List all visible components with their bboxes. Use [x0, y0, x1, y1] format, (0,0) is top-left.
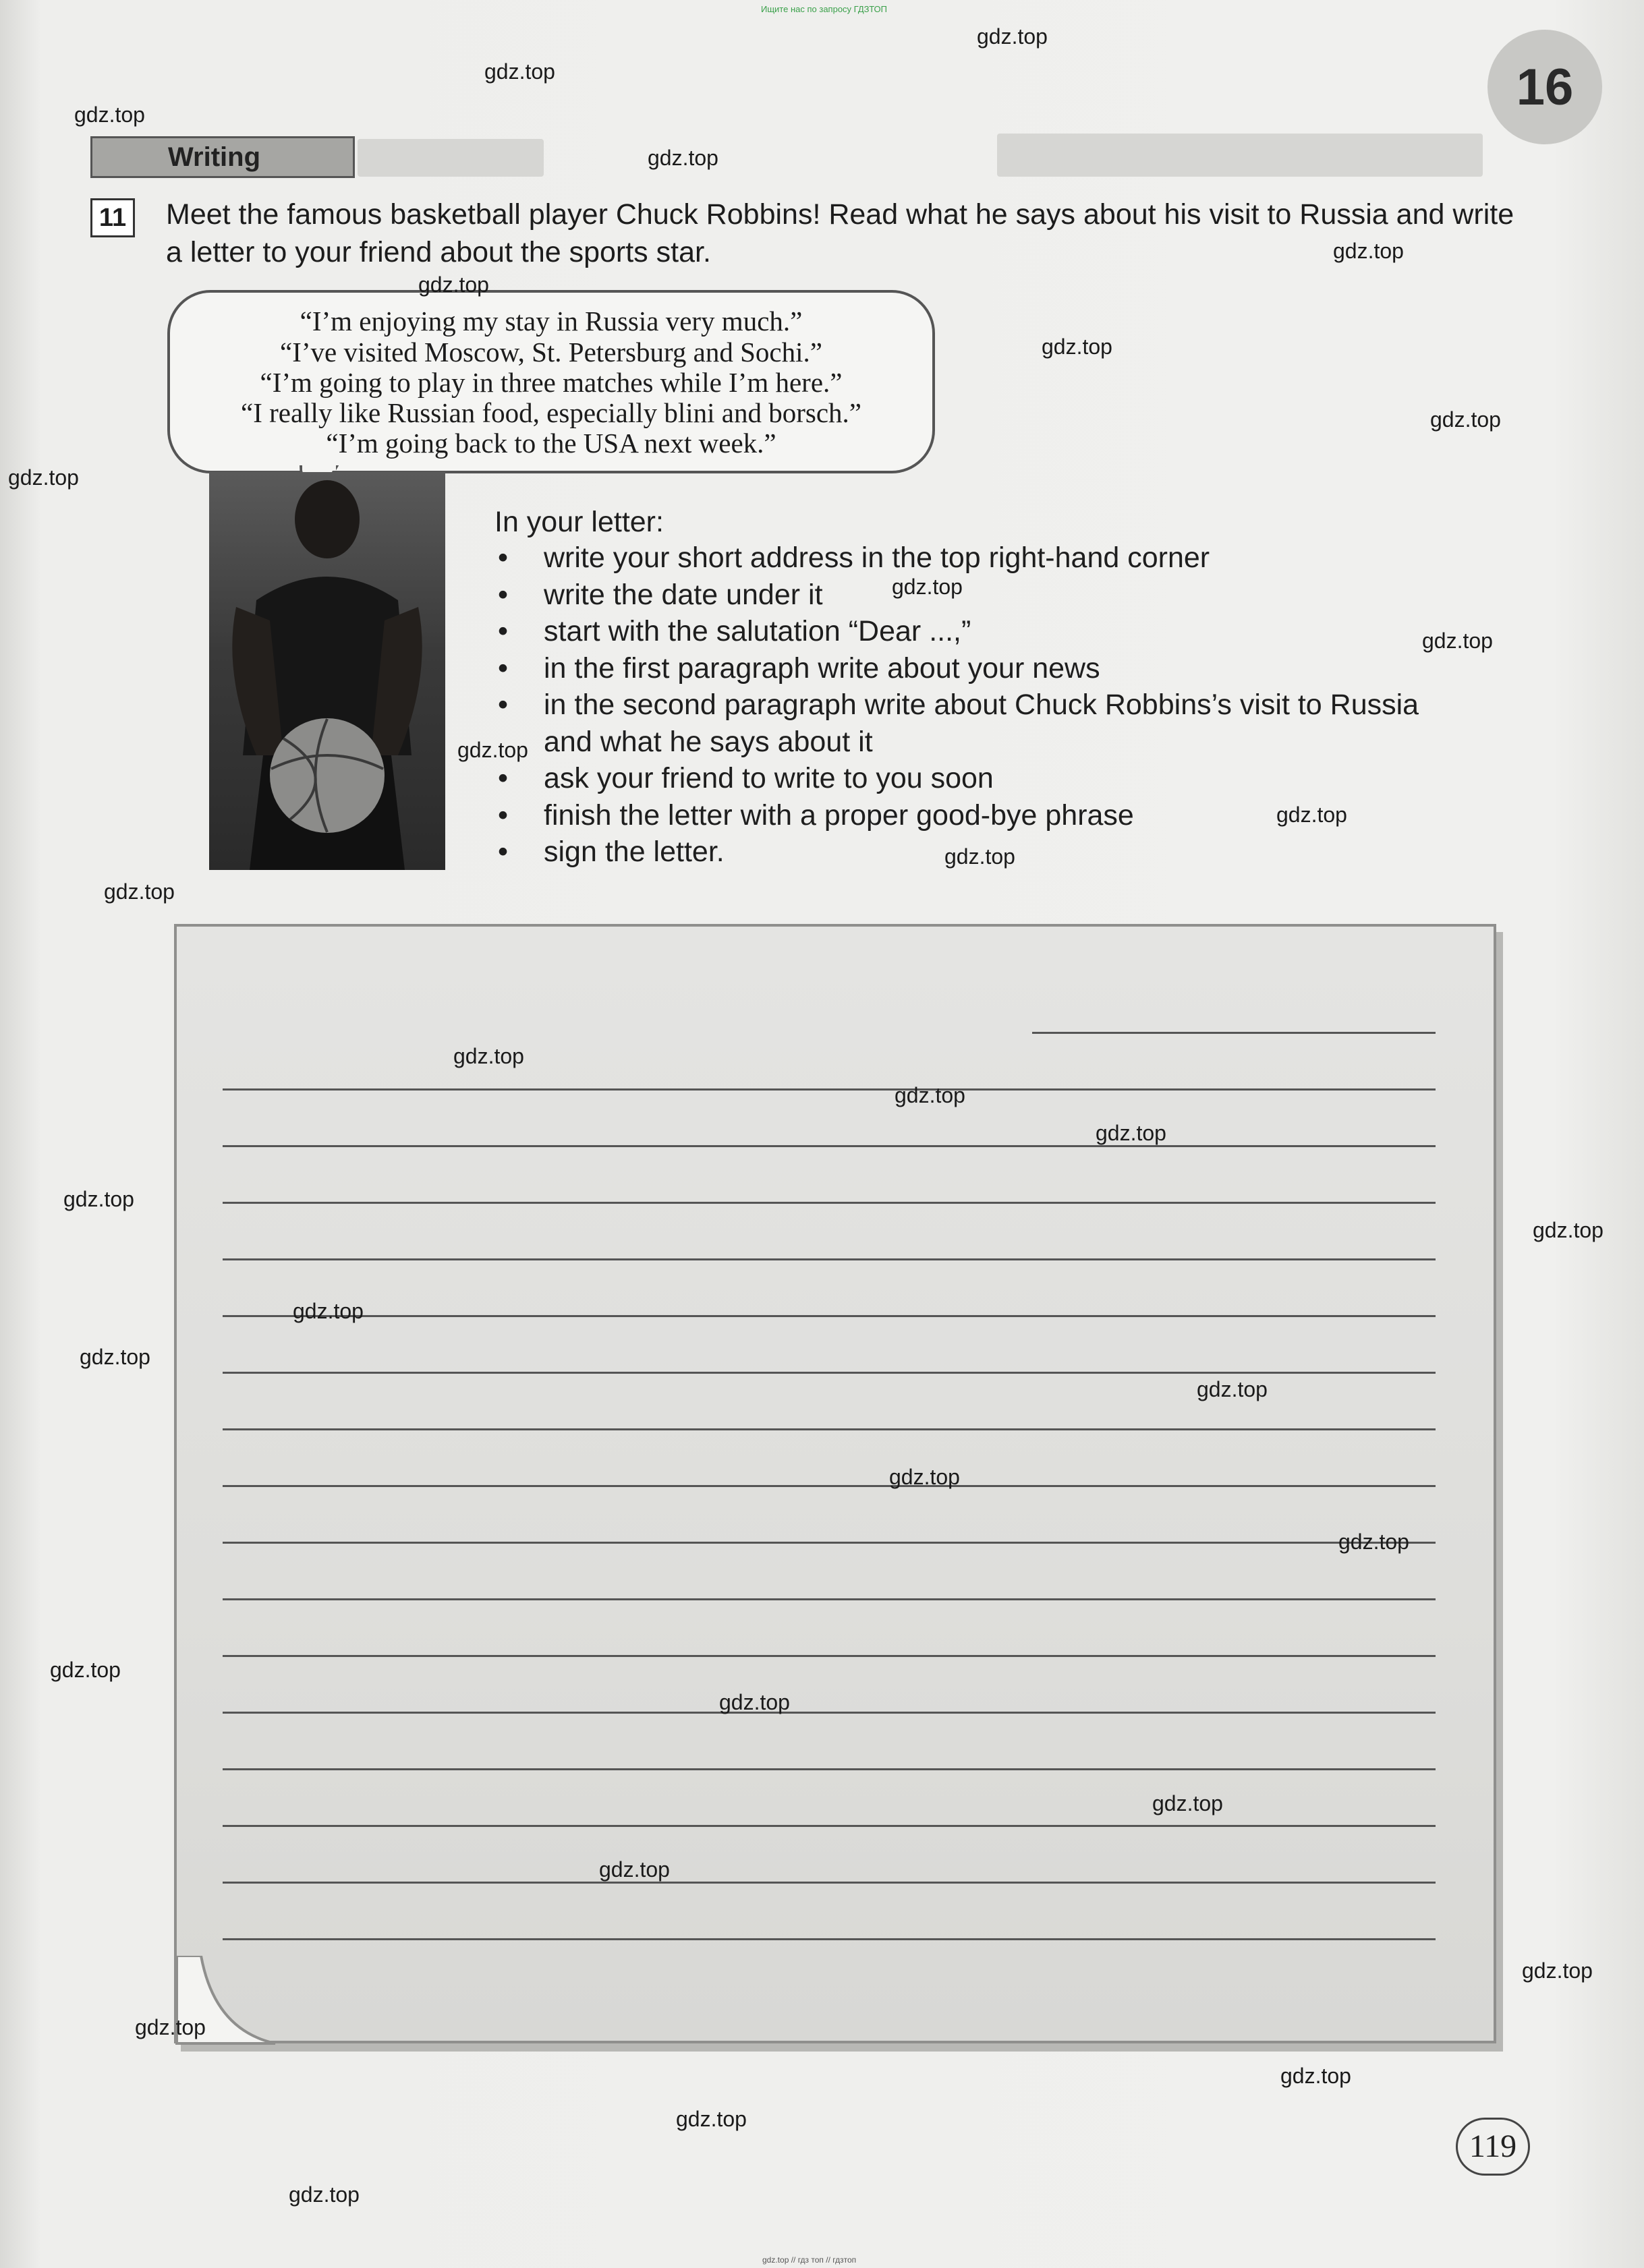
watermark: gdz.top: [1152, 1791, 1223, 1815]
bullet-icon: •: [498, 689, 509, 721]
list-item: • write the date under it: [498, 577, 1419, 614]
watermark: gdz.top: [80, 1345, 150, 1369]
watermark: gdz.top: [74, 103, 145, 127]
watermark: gdz.top: [892, 575, 963, 599]
watermark: gdz.top: [453, 1044, 524, 1068]
writing-line: [1032, 1032, 1436, 1034]
writing-line: [223, 1655, 1436, 1657]
quote-line: “I really like Russian food, especially blini and borsch.”: [241, 397, 861, 428]
exercise-instruction: Meet the famous basketball player Chuck Robbins! Read what he says about his visit to Russia and write a letter to your friend about the sports star.: [166, 198, 1514, 268]
writing-line: [223, 1712, 1436, 1714]
watermark: gdz.top: [8, 465, 79, 490]
list-item: • write your short address in the top right-hand corner: [498, 540, 1419, 577]
writing-line: [223, 1882, 1436, 1884]
watermark: gdz.top: [1430, 407, 1501, 432]
writing-line: [223, 1258, 1436, 1260]
basketball-player-illustration: [209, 472, 445, 870]
list-item: • sign the letter.: [498, 834, 1419, 871]
watermark: gdz.top: [1522, 1958, 1593, 1983]
watermark: gdz.top: [1533, 1218, 1604, 1242]
quote-line: “I’ve visited Moscow, St. Petersburg and Sochi.”: [280, 337, 822, 368]
quote-line: “I’m enjoying my stay in Russia very much.”: [300, 306, 803, 337]
watermark: gdz.top: [1422, 629, 1493, 653]
list-item: • ask your friend to write to you soon: [498, 760, 1419, 797]
watermark: gdz.top: [1280, 2064, 1351, 2088]
section-title: Writing: [90, 136, 355, 178]
list-item: • in the second paragraph write about Chuck Robbins’s visit to Russia: [498, 687, 1419, 724]
letter-writing-area[interactable]: [174, 924, 1496, 2043]
list-item: • in the first paragraph write about your news: [498, 650, 1419, 687]
bullet-icon: •: [498, 762, 509, 794]
exercise-number: 11: [90, 198, 135, 237]
show-through-bar: [358, 139, 544, 177]
unit-number-badge: 16: [1487, 30, 1602, 144]
watermark: gdz.top: [104, 879, 175, 904]
quote-line: “I’m going back to the USA next week.”: [326, 428, 776, 459]
watermark: gdz.top: [1197, 1377, 1268, 1401]
watermark: gdz.top: [648, 146, 718, 170]
writing-line: [223, 1315, 1436, 1317]
watermark: gdz.top: [135, 2015, 206, 2039]
bullet-icon: •: [498, 542, 509, 574]
watermark: gdz.top: [889, 1465, 960, 1489]
list-item: and what he says about it: [544, 725, 873, 758]
watermark: gdz.top: [484, 59, 555, 84]
bullet-icon: •: [498, 578, 509, 611]
writing-line: [223, 1202, 1436, 1204]
show-through-bar: [997, 134, 1483, 177]
writing-line: [223, 1428, 1436, 1430]
watermark: gdz.top: [1338, 1530, 1409, 1554]
writing-line: [223, 1088, 1436, 1091]
bullet-icon: •: [498, 836, 509, 868]
watermark: gdz.top: [457, 738, 528, 762]
bullet-icon: •: [498, 615, 509, 647]
writing-line: [223, 1598, 1436, 1600]
watermark: gdz.top: [895, 1083, 965, 1107]
letter-instructions-title: In your letter:: [494, 506, 664, 538]
writing-line: [223, 1372, 1436, 1374]
writing-line: [223, 1768, 1436, 1770]
watermark: gdz.top: [977, 24, 1048, 49]
writing-line: [223, 1825, 1436, 1827]
writing-line: [223, 1938, 1436, 1940]
watermark: gdz.top: [599, 1857, 670, 1882]
list-item: • start with the salutation “Dear ...,”: [498, 613, 1419, 650]
watermark: gdz.top: [289, 2182, 360, 2207]
watermark: gdz.top: [1042, 335, 1112, 359]
bullet-icon: •: [498, 651, 509, 685]
writing-line: [223, 1542, 1436, 1544]
watermark: gdz.top: [944, 844, 1015, 869]
bullet-icon: •: [498, 798, 509, 832]
watermark: gdz.top: [50, 1658, 121, 1682]
watermark: gdz.top: [1276, 803, 1347, 827]
watermark: gdz.top: [676, 2107, 747, 2131]
watermark: gdz.top: [1333, 239, 1404, 263]
watermark: gdz.top: [719, 1690, 790, 1714]
watermark: gdz.top: [1096, 1121, 1166, 1145]
writing-line: [223, 1485, 1436, 1487]
page-number: 119: [1456, 2118, 1530, 2176]
writing-line: [223, 1145, 1436, 1147]
basketball-player-photo: [209, 472, 445, 870]
quote-line: “I’m going to play in three matches while I’m here.”: [260, 367, 843, 398]
bottom-watermark-note: gdz.top // гдз топ // гдзтоп: [762, 2255, 857, 2265]
watermark: gdz.top: [293, 1299, 364, 1323]
list-item: • finish the letter with a proper good-bye phrase: [498, 797, 1419, 834]
watermark: gdz.top: [63, 1187, 134, 1211]
top-watermark-note: Ищите нас по запросу ГДЗТОП: [761, 4, 888, 14]
watermark: gdz.top: [418, 272, 489, 297]
